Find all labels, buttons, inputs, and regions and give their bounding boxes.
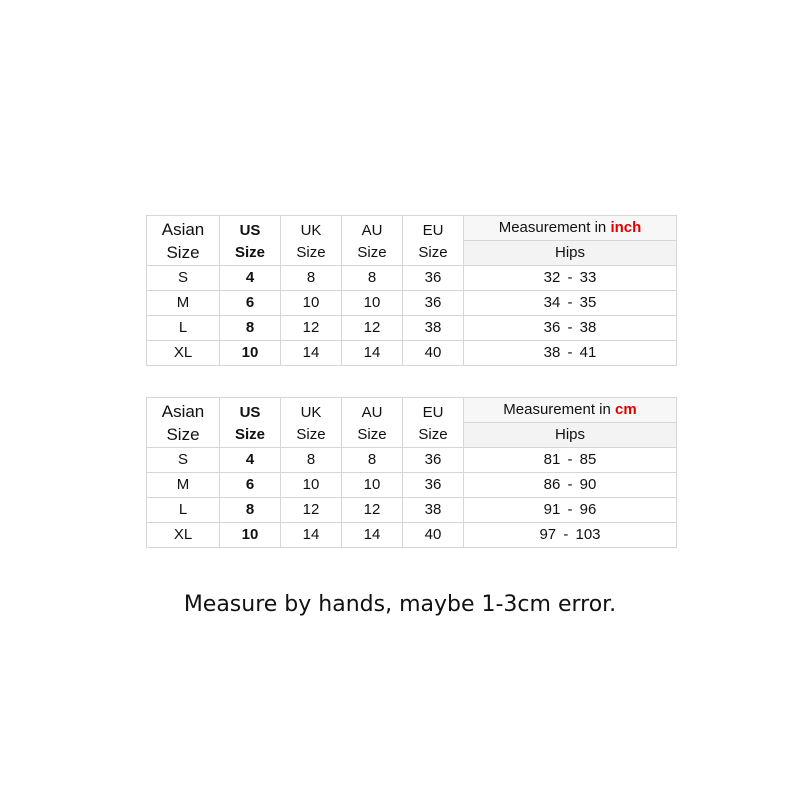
uk-size-cell: 8 <box>281 448 342 473</box>
eu-size-cell: 38 <box>403 316 464 341</box>
au-size-cell: 10 <box>342 473 403 498</box>
us-size-cell: 10 <box>220 523 281 548</box>
uk-size-cell: 10 <box>281 473 342 498</box>
au-size-header: AU Size <box>342 216 403 266</box>
us-size-cell: 6 <box>220 473 281 498</box>
eu-size-cell: 36 <box>403 473 464 498</box>
asian-size-header: Asian Size <box>147 216 220 266</box>
uk-size-cell: 10 <box>281 291 342 316</box>
uk-size-cell: 14 <box>281 523 342 548</box>
hips-cell: 32 - 33 <box>464 266 677 291</box>
au-size-cell: 8 <box>342 266 403 291</box>
us-size-cell: 10 <box>220 341 281 366</box>
uk-size-header: UK Size <box>281 216 342 266</box>
table-row <box>147 341 677 366</box>
asian-size-cell: L <box>147 316 220 341</box>
us-size-header: US Size <box>220 398 281 448</box>
header-row <box>147 398 677 423</box>
asian-size-cell: M <box>147 291 220 316</box>
eu-size-header: EU Size <box>403 398 464 448</box>
asian-size-cell: XL <box>147 523 220 548</box>
eu-size-cell: 40 <box>403 341 464 366</box>
eu-size-cell: 36 <box>403 448 464 473</box>
table-row <box>147 316 677 341</box>
asian-size-cell: XL <box>147 341 220 366</box>
au-size-cell: 14 <box>342 341 403 366</box>
eu-size-cell: 38 <box>403 498 464 523</box>
table-row <box>147 523 677 548</box>
size-table-inch <box>146 215 677 366</box>
asian-size-cell: S <box>147 266 220 291</box>
unit-label: inch <box>610 219 642 237</box>
asian-size-cell: L <box>147 498 220 523</box>
asian-size-header: Asian Size <box>147 398 220 448</box>
hips-cell: 38 - 41 <box>464 341 677 366</box>
au-size-header: AU Size <box>342 398 403 448</box>
table-row <box>147 266 677 291</box>
hips-cell: 91 - 96 <box>464 498 677 523</box>
eu-size-cell: 36 <box>403 266 464 291</box>
table-row <box>147 448 677 473</box>
us-size-cell: 6 <box>220 291 281 316</box>
measurement-header: Measurement in cm <box>464 398 677 423</box>
hips-header: Hips <box>464 423 677 448</box>
asian-size-cell: S <box>147 448 220 473</box>
table-row <box>147 498 677 523</box>
hips-cell: 81 - 85 <box>464 448 677 473</box>
uk-size-cell: 14 <box>281 341 342 366</box>
hips-header: Hips <box>464 241 677 266</box>
uk-size-cell: 12 <box>281 498 342 523</box>
us-size-cell: 4 <box>220 266 281 291</box>
au-size-cell: 8 <box>342 448 403 473</box>
hips-cell: 86 - 90 <box>464 473 677 498</box>
table-row <box>147 473 677 498</box>
au-size-cell: 12 <box>342 498 403 523</box>
uk-size-header: UK Size <box>281 398 342 448</box>
us-size-cell: 8 <box>220 498 281 523</box>
us-size-cell: 4 <box>220 448 281 473</box>
table-row <box>147 291 677 316</box>
header-row <box>147 216 677 241</box>
au-size-cell: 10 <box>342 291 403 316</box>
eu-size-header: EU Size <box>403 216 464 266</box>
size-table-cm <box>146 397 677 548</box>
au-size-cell: 12 <box>342 316 403 341</box>
au-size-cell: 14 <box>342 523 403 548</box>
hips-cell: 34 - 35 <box>464 291 677 316</box>
us-size-header: US Size <box>220 216 281 266</box>
us-size-cell: 8 <box>220 316 281 341</box>
uk-size-cell: 12 <box>281 316 342 341</box>
eu-size-cell: 40 <box>403 523 464 548</box>
hips-cell: 36 - 38 <box>464 316 677 341</box>
hips-cell: 97 - 103 <box>464 523 677 548</box>
asian-size-cell: M <box>147 473 220 498</box>
measurement-header: Measurement in inch <box>464 216 677 241</box>
measurement-note: Measure by hands, maybe 1-3cm error. <box>183 592 617 617</box>
unit-label: cm <box>615 401 637 419</box>
uk-size-cell: 8 <box>281 266 342 291</box>
eu-size-cell: 36 <box>403 291 464 316</box>
